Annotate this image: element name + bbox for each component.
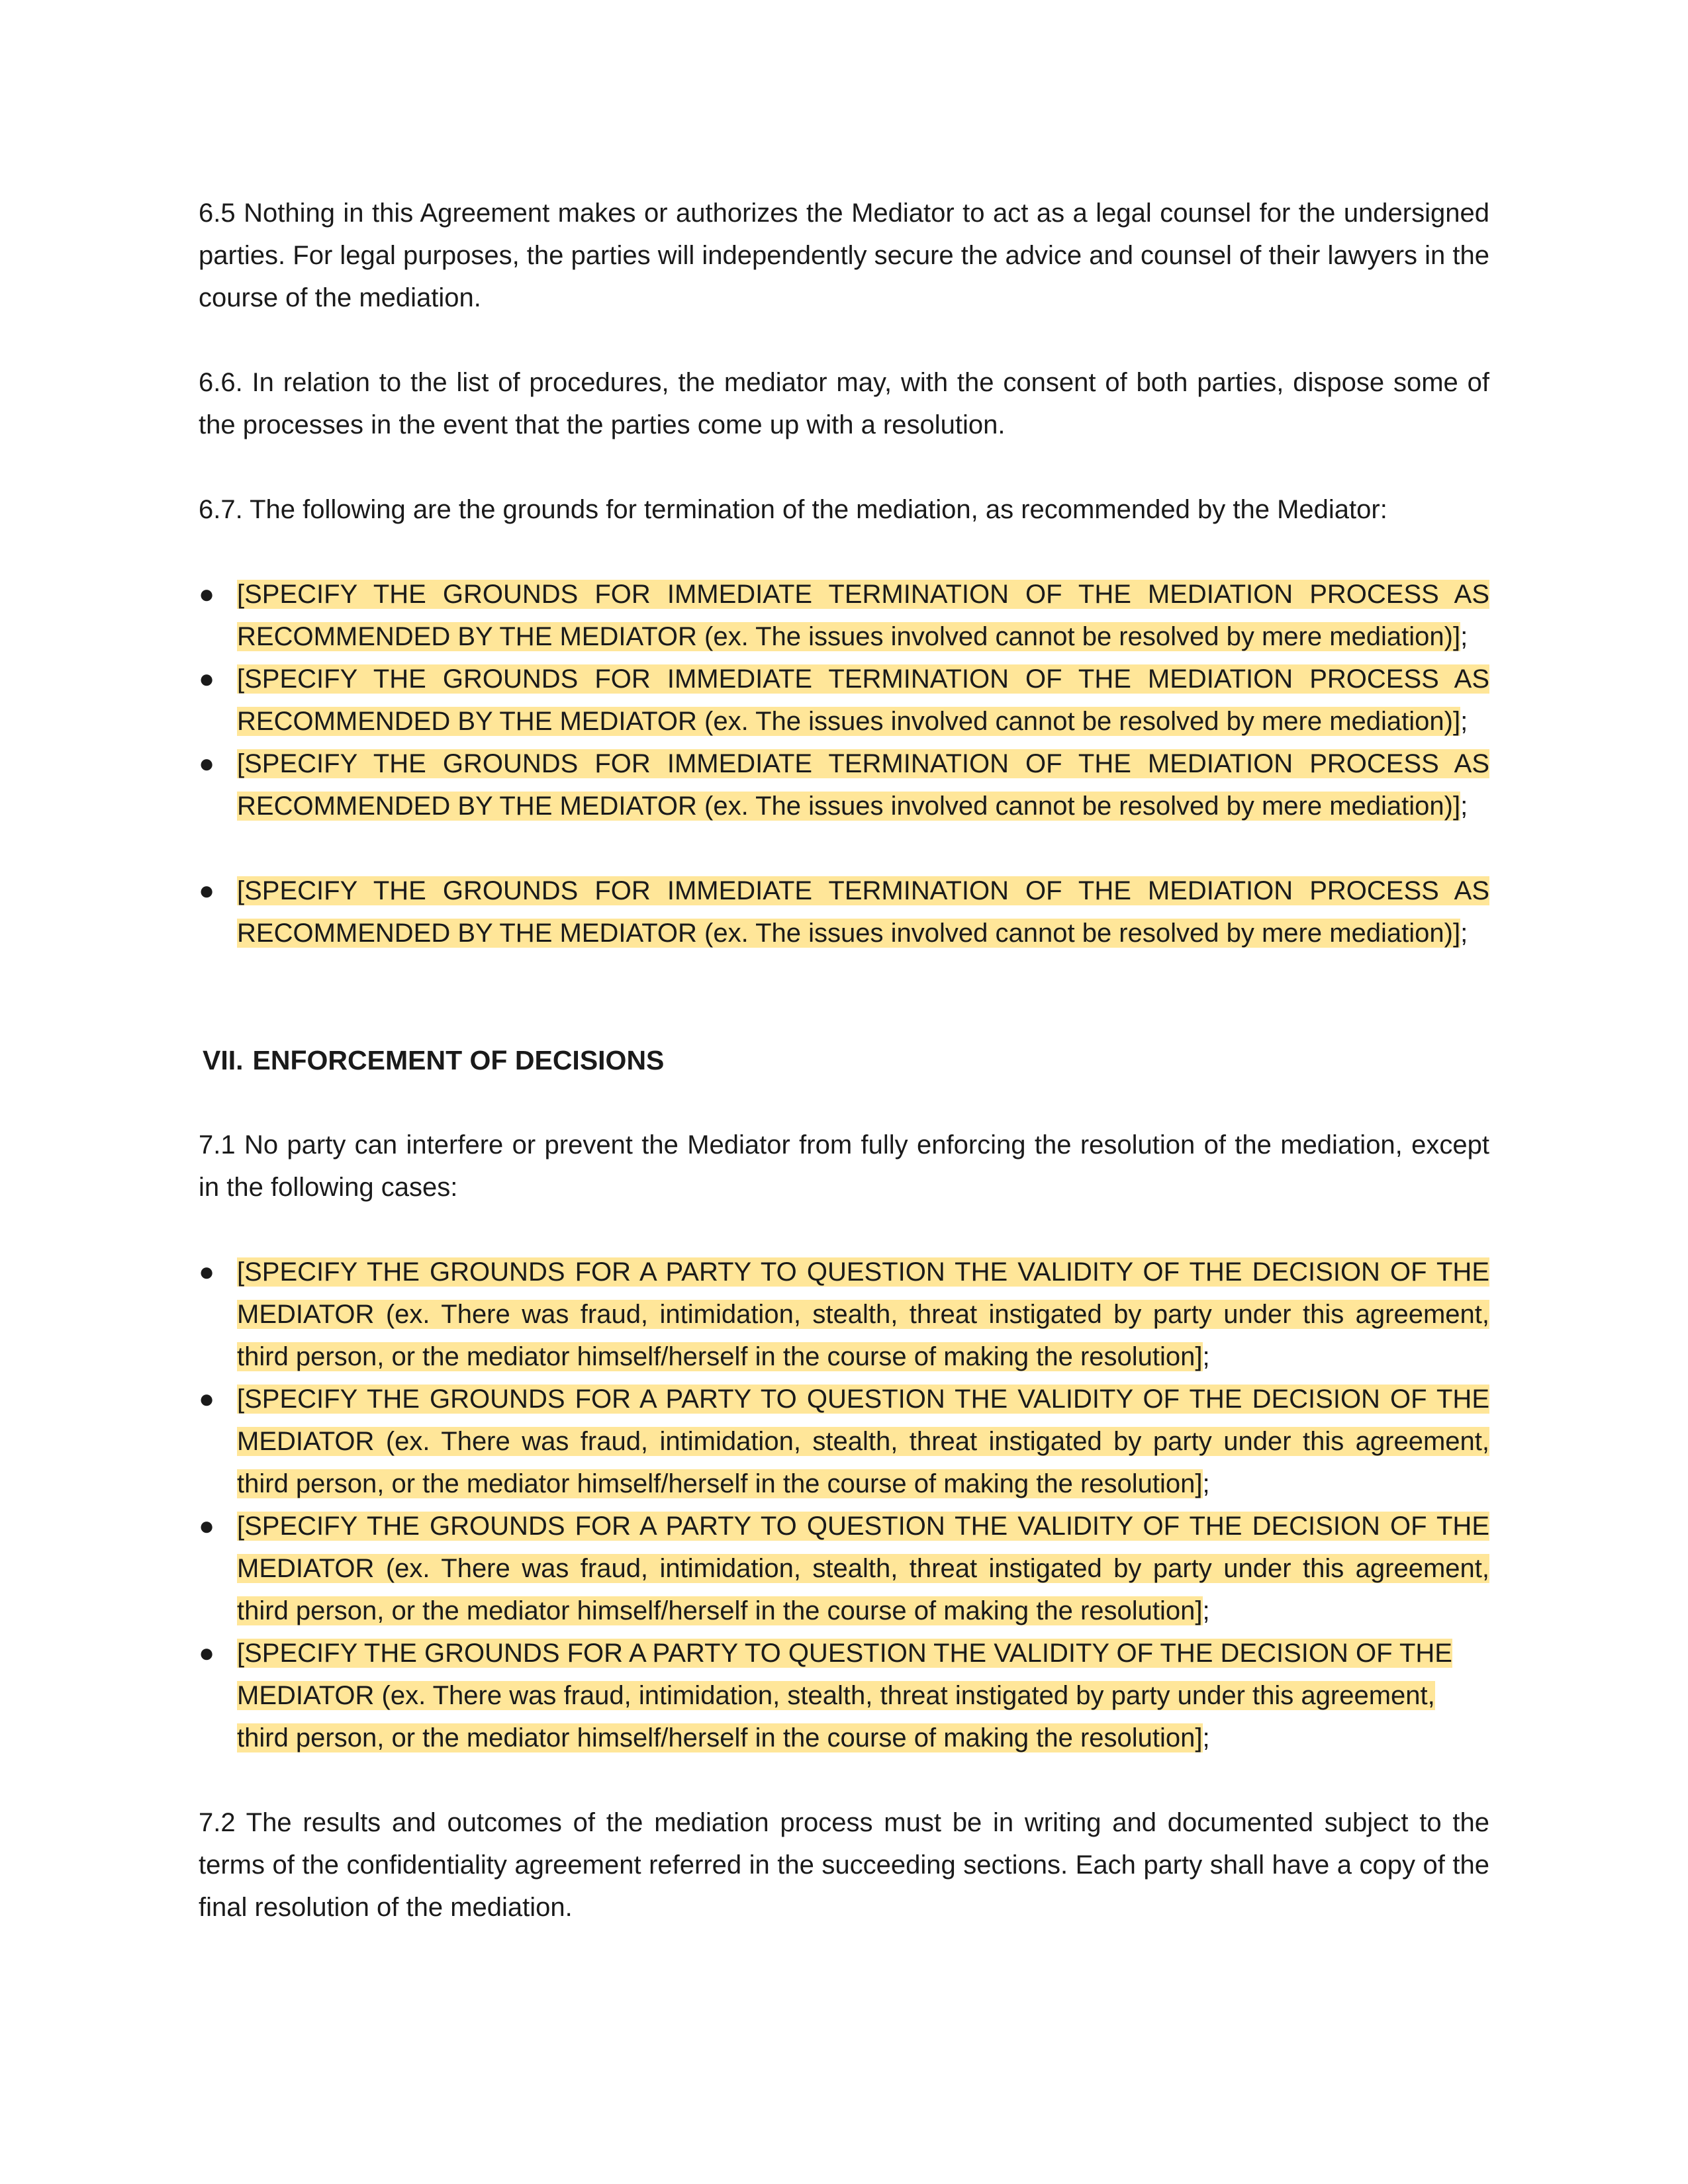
paragraph-6-6: 6.6. In relation to the list of procedures, the mediator may, with the consent of both parties, dispose some of the processes in the event that the parties come up with a resolution. (199, 368, 1489, 439)
bullet-icon: ● (199, 1512, 215, 1541)
bullet-icon: ● (199, 580, 215, 609)
section-number: VII. (203, 1045, 244, 1075)
bullet-icon: ● (199, 749, 215, 778)
paragraph-7-1: 7.1 No party can interfere or prevent the Mediator from fully enforcing the resolution of the mediation, except in the following cases: (199, 1130, 1489, 1202)
termination-grounds-list (199, 573, 1489, 954)
list-item (199, 1251, 1489, 1378)
placeholder-text: [SPECIFY THE GROUNDS FOR A PARTY TO QUESTION THE VALIDITY OF THE DECISION OF THE MEDIATOR (ex. There was fraud, intimidation, stealth, threat instigated by party under this agreement, third person, or the mediator himself/herself in the course of making the resolution] (237, 1385, 1489, 1498)
placeholder-text: [SPECIFY THE GROUNDS FOR IMMEDIATE TERMINATION OF THE MEDIATION PROCESS AS RECOMMENDED BY THE MEDIATOR (ex. The issues involved cannot be resolved by mere mediation)] (237, 876, 1489, 948)
item-suffix: ; (1460, 707, 1468, 736)
paragraph-6-5: 6.5 Nothing in this Agreement makes or authorizes the Mediator to act as a legal counsel for the undersigned parties. For legal purposes, the parties will independently secure the advice and counsel of their lawyers in the course of the mediation. (199, 199, 1489, 312)
list-item (199, 1632, 1489, 1759)
placeholder-text: [SPECIFY THE GROUNDS FOR A PARTY TO QUESTION THE VALIDITY OF THE DECISION OF THE MEDIATOR (ex. There was fraud, intimidation, stealth, threat instigated by party under this agreement, third person, or the mediator himself/herself in the course of making the resolution] (237, 1639, 1452, 1752)
bullet-icon: ● (199, 876, 215, 905)
item-suffix: ; (1202, 1469, 1210, 1498)
item-suffix: ; (1460, 919, 1468, 948)
bullet-icon: ● (199, 664, 215, 694)
list-item (199, 573, 1489, 658)
list-item (199, 1505, 1489, 1632)
section-heading (203, 1039, 1489, 1081)
list-item (199, 1378, 1489, 1505)
item-suffix: ; (1460, 792, 1468, 821)
placeholder-text: [SPECIFY THE GROUNDS FOR A PARTY TO QUESTION THE VALIDITY OF THE DECISION OF THE MEDIATOR (ex. There was fraud, intimidation, stealth, threat instigated by party under this agreement, third person, or the mediator himself/herself in the course of making the resolution] (237, 1512, 1489, 1625)
placeholder-text: [SPECIFY THE GROUNDS FOR A PARTY TO QUESTION THE VALIDITY OF THE DECISION OF THE MEDIATOR (ex. There was fraud, intimidation, stealth, threat instigated by party under this agreement, third person, or the mediator himself/herself in the course of making the resolution] (237, 1257, 1489, 1371)
section-title: ENFORCEMENT OF DECISIONS (252, 1045, 665, 1075)
validity-grounds-list (199, 1251, 1489, 1759)
item-suffix: ; (1460, 622, 1468, 651)
bullet-icon: ● (199, 1639, 215, 1668)
spacer (199, 997, 1489, 1039)
paragraph-7-2: 7.2 The results and outcomes of the mediation process must be in writing and documented subject to the terms of the confidentiality agreement referred in the succeeding sections. Each party shall have a copy of the final resolution of the mediation. (199, 1808, 1489, 1922)
placeholder-text: [SPECIFY THE GROUNDS FOR IMMEDIATE TERMINATION OF THE MEDIATION PROCESS AS RECOMMENDED BY THE MEDIATOR (ex. The issues involved cannot be resolved by mere mediation)] (237, 749, 1489, 821)
paragraph-6-7: 6.7. The following are the grounds for termination of the mediation, as recommended by the Mediator: (199, 495, 1387, 524)
bullet-icon: ● (199, 1257, 215, 1287)
placeholder-text: [SPECIFY THE GROUNDS FOR IMMEDIATE TERMINATION OF THE MEDIATION PROCESS AS RECOMMENDED BY THE MEDIATOR (ex. The issues involved cannot be resolved by mere mediation)] (237, 580, 1489, 651)
bullet-icon: ● (199, 1385, 215, 1414)
item-suffix: ; (1202, 1723, 1210, 1752)
item-suffix: ; (1202, 1342, 1210, 1371)
list-item (199, 870, 1489, 954)
placeholder-text: [SPECIFY THE GROUNDS FOR IMMEDIATE TERMINATION OF THE MEDIATION PROCESS AS RECOMMENDED BY THE MEDIATOR (ex. The issues involved cannot be resolved by mere mediation)] (237, 664, 1489, 736)
document-page (199, 192, 1489, 1971)
list-item (199, 743, 1489, 827)
list-item (199, 658, 1489, 743)
item-suffix: ; (1202, 1596, 1210, 1625)
